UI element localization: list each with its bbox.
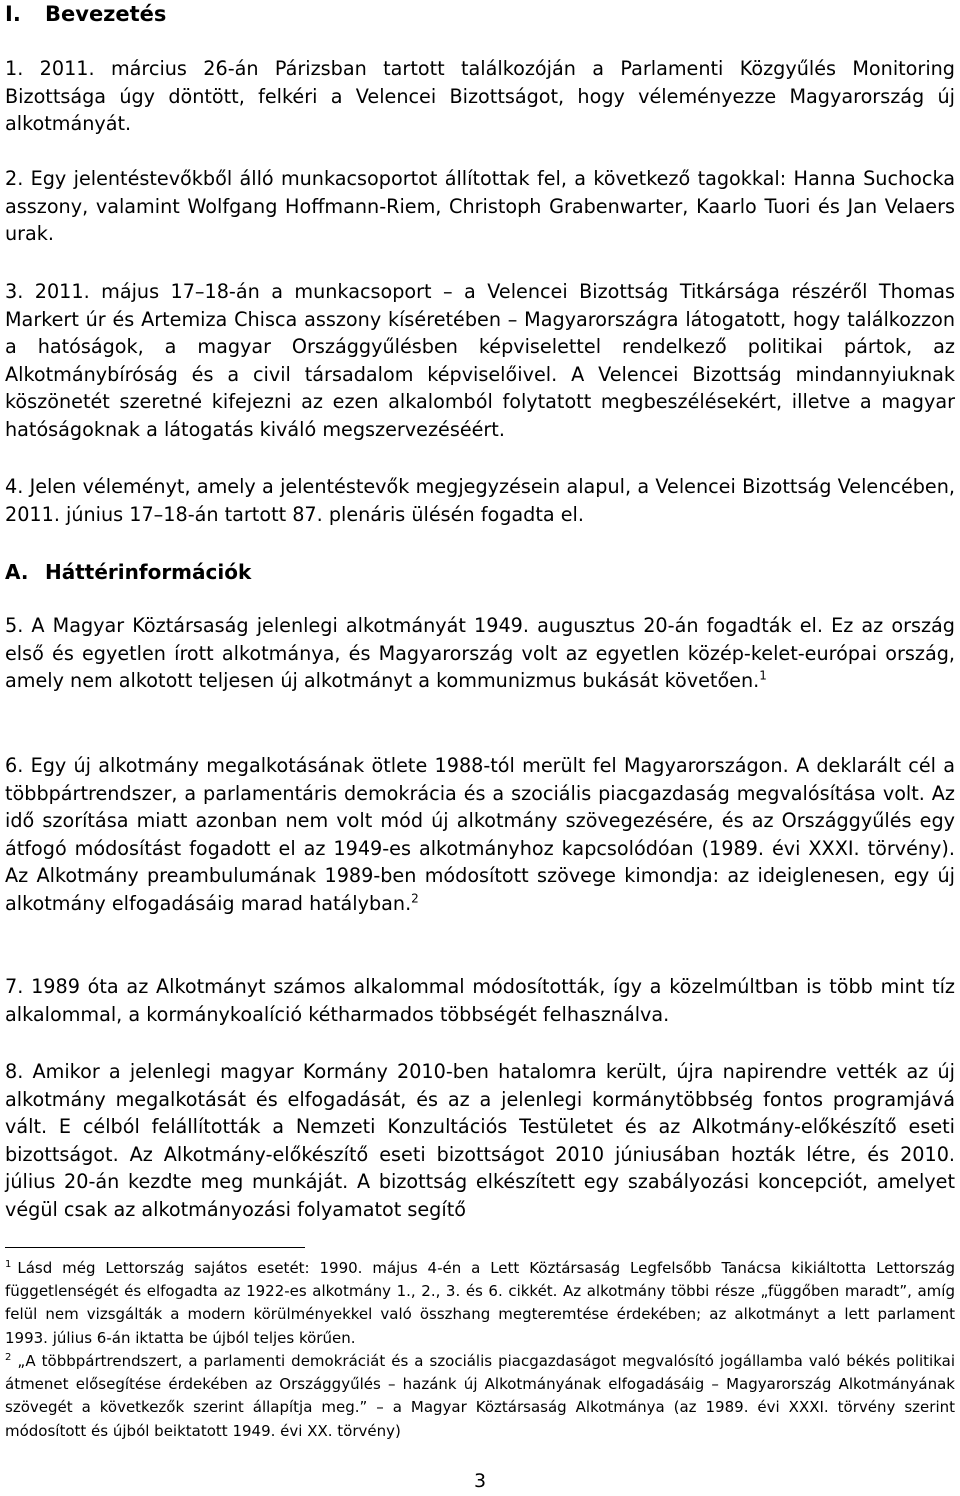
page-number: 3 [473,1470,487,1492]
section-heading-number: I. [5,2,21,26]
paragraph-6-text: 6. Egy új alkotmány megalkotásának ötlete 1988-tól merült fel Magyarországon. A deklarált cél a többpártrendszer, a parlamentáris demokrácia és a szociális piacgazdaság megvalósítása volt. Az idő szorítása miatt azonban nem volt mód új alkotmány szövegezésére, és az Országgyűlés egy átfogó módosítást fogadott el az 1949-es alkotmányhoz kapcsolódóan (1989. évi XXXI. törvény). Az Alkotmány preambulumának 1989-ben módosított szövege kimondja: az ideiglenesen, egy új alkotmány elfogadásáig marad hatályban. [5,754,955,915]
paragraph-2: 2. Egy jelentéstevőkből álló munkacsoportot állítottak fel, a következő tagokkal: Hanna Suchocka asszony, valamint Wolfgang Hoffmann-Riem, Christoph Grabenwarter, Kaarlo Tuori és Jan Velaers urak. [5,167,955,245]
footnote-ref-1[interactable]: 1 [759,668,767,683]
footnote-1-text: Lásd még Lettország sajátos esetét: 1990. május 4-én a Lett Köztársaság Legfelsőbb Tanácsa kikiáltotta Lettország függetlenségét és elfogadta az 1922-es alkotmány 1., 2., 3. és 6. cikkét. Az alkotmány többi része „függőben maradt”, amíg felül nem vizsgálták a modern körülményekkel való összhang megteremtése érdekében; az alkotmányt a lett parlament 1993. július 6-án iktatta be újból teljes körűen. [5,1259,955,1347]
footnote-1-marker: 1 [5,1259,12,1270]
paragraph-8: 8. Amikor a jelenlegi magyar Kormány 2010-ben hatalomra került, újra napirendre vették az új alkotmány megalkotását és elfogadását, és az a jelenlegi kormánytöbbség fontos programjává vált. E célból felállították a Nemzeti Konzultációs Testületet és az Alkotmány-előkészítő eseti bizottságot. Az Alkotmány-előkészítő eseti bizottságot 2010 júniusában hozták létre, és 2010. július 20-án kezdte meg munkáját. A bizottság elkészített egy szabályozási koncepciót, amelyet végül csak az alkotmányozási folyamatot segítő [5,1060,955,1221]
paragraph-6 [5,752,955,917]
paragraph-3: 3. 2011. május 17–18-án a munkacsoport – a Velencei Bizottság Titkársága részéről Thomas Markert úr és Artemiza Chisca asszony kíséretében – Magyarországra látogatott, hogy találkozzon a hatóságok, a magyar Országgyűlésben képviselettel rendelkező politikai pártok, az Alkotmánybíróság és a civil társadalom képviselőivel. A Velencei Bizottság mindannyiuknak köszönetét szeretné kifejezni az ezen alkalomból folytatott megbeszélésekért, illetve a magyar hatóságoknak a látogatás kiváló megszervezéséért. [5,280,955,441]
subsection-heading-title: Háttérinformációk [45,560,252,584]
paragraph-5 [5,612,955,695]
footnote-2 [5,1350,955,1443]
footnote-separator [5,1247,305,1248]
footnote-2-marker: 2 [5,1352,12,1363]
footnote-1 [5,1257,955,1350]
footnote-2-text: „A többpártrendszert, a parlamenti demokráciát és a szociális piacgazdaságot megvalósító jogállamba való békés politikai átmenet elősegítése érdekében az Országgyűlés – hazánk új Alkotmányának elfogadásáig – Magyarország Alkotmányának szövegét a következők szerint állapítja meg.” – a Magyar Köztársaság Alkotmánya (az 1989. évi XXXI. törvény szerint módosított és újból beiktatott 1949. évi XX. törvény) [5,1352,955,1440]
section-heading-title: Bevezetés [45,2,167,26]
paragraph-7: 7. 1989 óta az Alkotmányt számos alkalommal módosították, így a közelmúltban is több mint tíz alkalommal, a kormánykoalíció kétharmados többségét felhasználva. [5,975,955,1026]
subsection-heading [5,560,251,584]
footnote-ref-2[interactable]: 2 [411,891,419,906]
subsection-heading-number: A. [5,560,29,584]
section-heading [5,2,166,26]
paragraph-5-text: 5. A Magyar Köztársaság jelenlegi alkotmányát 1949. augusztus 20-án fogadták el. Ez az ország első és egyetlen írott alkotmánya, és Magyarország volt az egyetlen közép-kelet-európai ország, amely nem alkotott teljesen új alkotmányt a kommunizmus bukását követően. [5,614,955,692]
paragraph-1: 1. 2011. március 26-án Párizsban tartott találkozóján a Parlamenti Közgyűlés Monitoring Bizottsága úgy döntött, felkéri a Velencei Bizottságot, hogy véleményezze Magyarország új alkotmányát. [5,57,955,135]
paragraph-4: 4. Jelen véleményt, amely a jelentéstevők megjegyzésein alapul, a Velencei Bizottság Velencében, 2011. június 17–18-án tartott 87. plenáris ülésén fogadta el. [5,475,955,526]
